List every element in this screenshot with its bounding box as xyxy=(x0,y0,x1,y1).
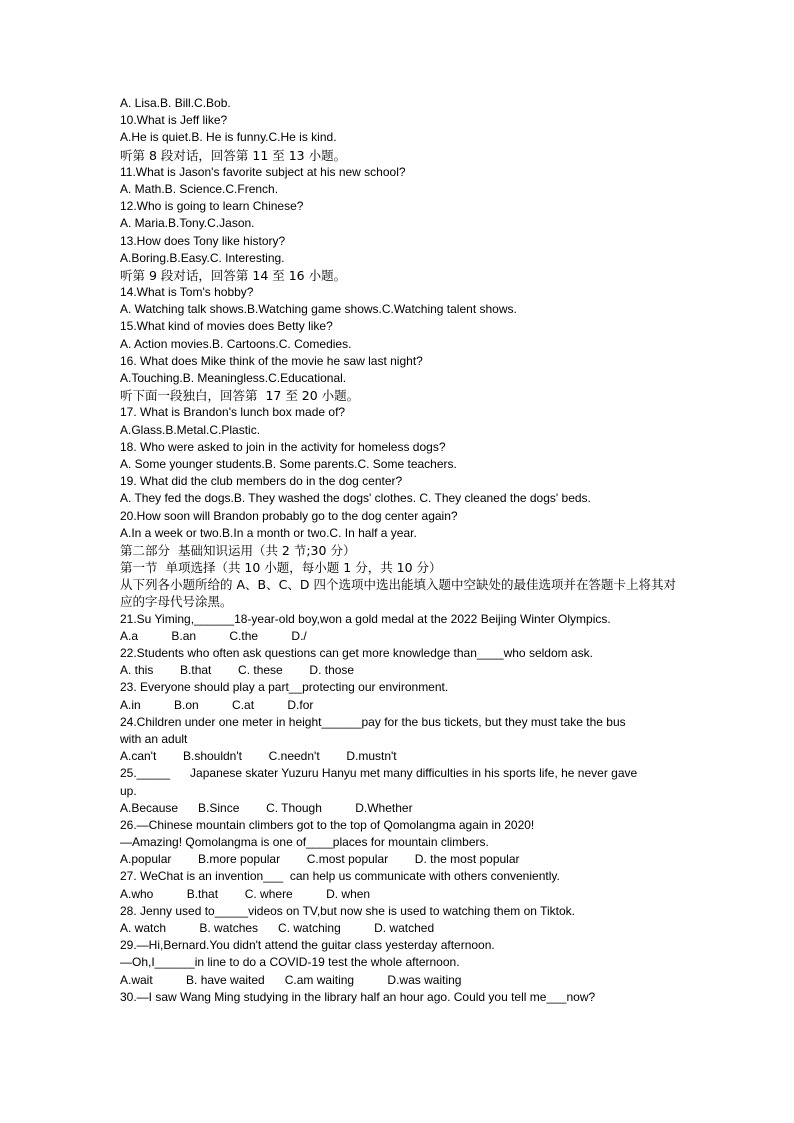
answer-options-9: A. Lisa.B. Bill.C.Bob. xyxy=(120,96,231,110)
section-one-instruction: 从下列各小题所给的 A、B、C、D 四个选项中选出能填入题中空缺处的最佳选项并在答题卡上将其对应的字母代号涂黑。 xyxy=(120,577,676,610)
section-instruction-monologue: 听下面一段独白，回答第 17 至 20 小题。 xyxy=(120,388,360,404)
question-13: 13.How does Tony like history? xyxy=(120,233,286,248)
answer-options-22: A. this B.that C. these D. those xyxy=(120,663,355,678)
question-26: 26.—Chinese mountain climbers got to the top of Qomolangma again in 2020! xyxy=(120,817,535,832)
answer-options-10: A.He is quiet.B. He is funny.C.He is kind. xyxy=(120,130,337,145)
answer-options-11: A. Math.B. Science.C.French. xyxy=(120,181,279,196)
question-19: 19. What did the club members do in the dog center? xyxy=(120,474,403,489)
answer-options-20: A.In a week or two.B.In a month or two.C. In half a year. xyxy=(120,525,417,540)
question-20: 20.How soon will Brandon probably go to the dog center again? xyxy=(120,508,458,523)
question-14: 14.What is Tom's hobby? xyxy=(120,285,254,300)
question-28: 28. Jenny used to_____videos on TV,but now she is used to watching them on Tiktok. xyxy=(120,903,575,918)
question-25-continued: up. xyxy=(120,783,137,798)
answer-options-28: A. watch B. watches C. watching D. watched xyxy=(120,921,435,936)
question-21: 21.Su Yiming,______18-year-old boy,won a gold medal at the 2022 Beijing Winter Olympics. xyxy=(120,611,611,626)
answer-options-23: A.in B.on C.at D.for xyxy=(120,697,314,712)
question-27: 27. WeChat is an invention___ can help us communicate with others conveniently. xyxy=(120,869,560,884)
answer-options-18: A. Some younger students.B. Some parents.C. Some teachers. xyxy=(120,456,457,471)
question-24-continued: with an adult xyxy=(120,731,188,746)
answer-options-14: A. Watching talk shows.B.Watching game shows.C.Watching talent shows. xyxy=(120,302,517,317)
answer-options-24: A.can't B.shouldn't C.needn't D.mustn't xyxy=(120,749,397,764)
answer-options-16: A.Touching.B. Meaningless.C.Educational. xyxy=(120,371,347,385)
question-12: 12.Who is going to learn Chinese? xyxy=(120,199,304,214)
answer-options-17: A.Glass.B.Metal.C.Plastic. xyxy=(120,422,261,437)
question-17: 17. What is Brandon's lunch box made of? xyxy=(120,405,346,420)
exam-content xyxy=(120,95,676,1006)
answer-options-21: A.a B.an C.the D./ xyxy=(120,628,307,643)
answer-options-27: A.who B.that C. where D. when xyxy=(120,886,371,901)
question-15: 15.What kind of movies does Betty like? xyxy=(120,319,333,334)
answer-options-13: A.Boring.B.Easy.C. Interesting. xyxy=(120,250,285,265)
question-18: 18. Who were asked to join in the activity for homeless dogs? xyxy=(120,439,446,454)
question-22: 22.Students who often ask questions can get more knowledge than____who seldom ask. xyxy=(120,646,593,661)
answer-options-12: A. Maria.B.Tony.C.Jason. xyxy=(120,216,255,231)
section-one-heading: 第一节 单项选择（共 10 小题，每小题 1 分，共 10 分） xyxy=(120,560,442,576)
answer-options-26: A.popular B.more popular C.most popular D. the most popular xyxy=(120,852,520,867)
question-30: 30.—I saw Wang Ming studying in the library half an hour ago. Could you tell me___now? xyxy=(120,989,596,1004)
answer-options-25: A.Because B.Since C. Though D.Whether xyxy=(120,800,413,815)
answer-options-15: A. Action movies.B. Cartoons.C. Comedies. xyxy=(120,336,352,351)
question-29-continued: —Oh,I______in line to do a COVID-19 test the whole afternoon. xyxy=(120,955,460,970)
answer-options-29: A.wait B. have waited C.am waiting D.was waiting xyxy=(120,972,462,987)
question-10: 10.What is Jeff like? xyxy=(120,113,228,128)
question-29: 29.—Hi,Bernard.You didn't attend the guitar class yesterday afternoon. xyxy=(120,938,495,953)
question-23: 23. Everyone should play a part__protecting our environment. xyxy=(120,680,449,695)
section-instruction-dialogue-9: 听第 9 段对话，回答第 14 至 16 小题。 xyxy=(120,267,347,283)
question-16: 16. What does Mike think of the movie he saw last night? xyxy=(120,353,423,368)
question-25: 25._____ Japanese skater Yuzuru Hanyu met many difficulties in his sports life, he never gave xyxy=(120,766,638,781)
question-24: 24.Children under one meter in height______pay for the bus tickets, but they must take the bus xyxy=(120,714,626,729)
question-11: 11.What is Jason's favorite subject at his new school? xyxy=(120,164,406,179)
question-26-continued: —Amazing! Qomolangma is one of____places for mountain climbers. xyxy=(120,835,489,850)
part-two-heading: 第二部分 基础知识运用（共 2 节;30 分） xyxy=(120,542,356,558)
section-instruction-dialogue-8: 听第 8 段对话，回答第 11 至 13 小题。 xyxy=(120,147,347,163)
answer-options-19: A. They fed the dogs.B. They washed the dogs' clothes. C. They cleaned the dogs' beds. xyxy=(120,491,591,506)
